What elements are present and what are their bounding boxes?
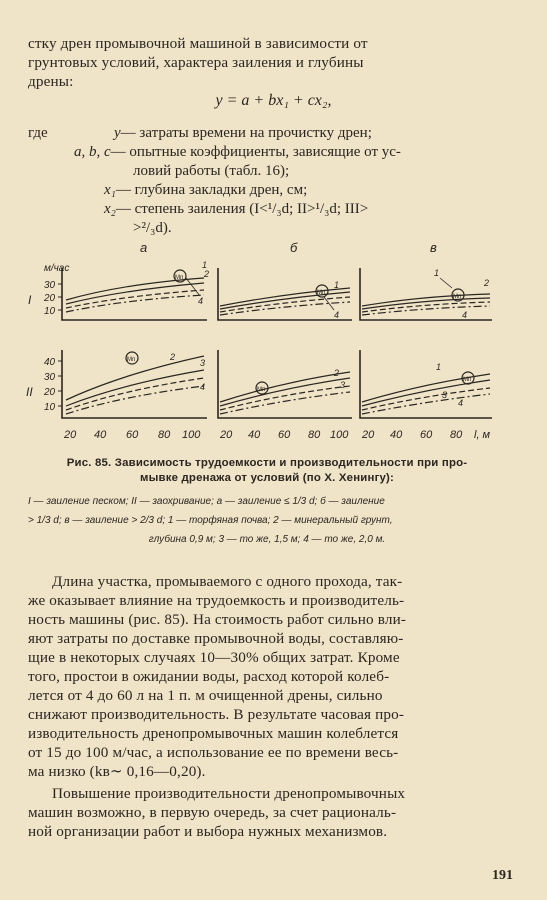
marker-label: Mп (317, 290, 326, 296)
marker-label: Mп (463, 377, 472, 383)
marker-v2 (436, 362, 474, 408)
x-tick: 100 (330, 429, 349, 441)
definition-text: — степень заиления (I<¹/₃d; II>¹/₃d; III> (115, 201, 369, 217)
definition-symbol: y (114, 125, 121, 141)
x-tick: 20 (362, 429, 375, 441)
text-line: грунтовых условий, характера заиления и глубины (28, 54, 364, 71)
panel-axes-row1 (62, 268, 492, 320)
body-paragraph-2 (28, 784, 500, 841)
curve-label: 1 (202, 260, 208, 270)
page-number: 191 (492, 868, 513, 883)
x-tick: 40 (94, 429, 107, 441)
column-label-v: в (430, 240, 437, 255)
y-tick: 30 (44, 280, 56, 291)
curve-label: 2 (204, 269, 210, 279)
curves-v1 (362, 294, 490, 315)
curve-1 (362, 294, 490, 306)
x-tick: 100 (182, 429, 201, 441)
y-tick: 10 (44, 306, 56, 317)
legend-line: I — заиление песком; II — заохривание; а — заиление ≤ 1/3 d; б — заиление (28, 496, 385, 507)
text-line: лется от 4 до 60 л на 1 п. м очищенной дрены, сильно (28, 687, 383, 704)
y-tick: 30 (44, 372, 56, 383)
curve-label: 1 (434, 268, 440, 278)
curve-2 (220, 292, 350, 309)
x-tick: 20 (220, 429, 233, 441)
curve-label: 1 (334, 280, 340, 290)
figure-legend (28, 492, 506, 549)
leader-line (186, 278, 200, 296)
curves-a1 (66, 278, 204, 312)
definition-symbol: x₁ (104, 182, 116, 198)
x-tick: 60 (126, 429, 139, 441)
figure-caption (28, 456, 506, 486)
curve-label: 4 (198, 296, 204, 306)
curve-label: 3 (442, 390, 448, 400)
x-tick: 40 (248, 429, 261, 441)
curve-2 (66, 370, 204, 406)
definition-symbol: x₂ (104, 201, 116, 217)
definition-abc (74, 143, 401, 162)
text-line: Длина участка, промываемого с одного прохода, так- (52, 573, 403, 590)
text-line: щие в некоторых случаях 10—30% общих затрат. Кроме (28, 649, 400, 666)
text-line: ность машины (рис. 85). На стоимость работ сильно вли- (28, 611, 407, 628)
text-line: яют затраты по доставке промывочной воды, составляю- (28, 630, 404, 647)
legend-line: глубина 0,9 м; 3 — то же, 1,5 м; 4 — то же, 2,0 м. (148, 534, 386, 545)
text-line: изводительность дренопромывочных машин колеблется (28, 725, 399, 742)
y-tick: 40 (44, 357, 56, 368)
row-label-2: II (26, 385, 33, 399)
curves-a2 (66, 356, 204, 414)
text-line: от 15 до 100 м/час, а использование ее по времени весь- (28, 744, 399, 761)
x-tick-labels (63, 429, 491, 441)
x-tick: 40 (390, 429, 403, 441)
y-tick: 20 (44, 387, 56, 398)
caption-line: Рис. 85. Зависимость трудоемкости и производительности при про- (66, 457, 468, 469)
marker-label: Mп (175, 275, 184, 281)
definition-lead: где (28, 125, 48, 141)
text-line: ма низко (kв∼ 0,16—0,20). (28, 763, 206, 780)
panel-axis-v1 (360, 268, 492, 320)
legend-line: > 1/3 d; в — заиление > 2/3 d; 1 — торфяная почва; 2 — минеральный грунт, (28, 515, 393, 526)
x-tick: 60 (278, 429, 291, 441)
curves-b1 (220, 288, 350, 315)
text-line: дрены: (28, 73, 74, 90)
text-line: того, простои в ожидании воды, расход которой колеб- (28, 668, 390, 685)
panel-axis-a1 (62, 268, 210, 320)
definition-text: — опытные коэффициенты, зависящие от ус- (110, 144, 401, 160)
marker-label: Mп (453, 294, 462, 300)
curve-3 (66, 378, 204, 410)
curve-label: 3 (200, 358, 206, 368)
y-tick: 20 (44, 293, 56, 304)
curve-label: 2 (484, 278, 490, 288)
definition-x1 (104, 181, 307, 200)
definition-x2 (104, 200, 368, 219)
figure-85 (22, 238, 517, 460)
regression-formula: y = a + bx₁ + cx₂, (215, 92, 332, 109)
curve-label: 4 (200, 382, 206, 392)
y-tick: 10 (44, 402, 56, 413)
text-line: ной организации работ и выбора нужных механизмов. (28, 823, 388, 840)
curve-4 (362, 306, 490, 315)
definition-continuation: ловий работы (табл. 16); (133, 163, 290, 179)
definition-continuation: >²/₃d). (133, 220, 172, 236)
y-unit-label: м/час (44, 263, 70, 274)
curve-label: 1 (436, 362, 442, 372)
x-tick: 80 (450, 429, 463, 441)
curves-b2 (220, 372, 350, 414)
x-tick: 60 (420, 429, 433, 441)
curve-label: 2 (334, 368, 340, 378)
caption-line: мывке дренажа от условий (по X. Хенингу): (139, 472, 395, 484)
chart-grid-svg (22, 238, 517, 460)
curve-label: 4 (334, 310, 340, 320)
x-tick: 20 (64, 429, 77, 441)
text-line: стку дрен промывочной машиной в зависимости от (28, 35, 368, 52)
text-line: Повышение производительности дренопромывочных (52, 785, 406, 802)
definition-text: — затраты времени на прочистку дрен; (120, 125, 372, 141)
definition-text: — глубина закладки дрен, см; (115, 182, 308, 198)
curve-label: 2 (170, 352, 176, 362)
marker-label: Mп (127, 357, 136, 363)
curve-label: 3 (340, 380, 346, 390)
curve-label: 4 (462, 310, 468, 320)
x-tick: 80 (158, 429, 171, 441)
curve-1 (220, 372, 350, 402)
definition-symbol: a, b, c (74, 144, 111, 160)
body-paragraph-1 (28, 572, 500, 781)
marker-label: Mп (257, 387, 266, 393)
column-label-a: а (140, 240, 148, 255)
text-line: же оказывает влияние на трудоемкость и производитель- (28, 592, 405, 609)
row-label-1: I (28, 293, 32, 307)
x-tick: 80 (308, 429, 321, 441)
top-paragraph (28, 34, 500, 91)
panel-axis-v2 (360, 350, 492, 418)
leader-line (440, 278, 452, 288)
column-label-b: б (290, 240, 298, 255)
definition-y (114, 124, 372, 143)
text-line: машин возможно, в первую очередь, за счет рациональ- (28, 804, 397, 821)
x-unit-label: l, м (474, 429, 491, 441)
curve-label: 4 (458, 398, 464, 408)
text-line: снижают производительность. В результате часовая про- (28, 706, 405, 723)
